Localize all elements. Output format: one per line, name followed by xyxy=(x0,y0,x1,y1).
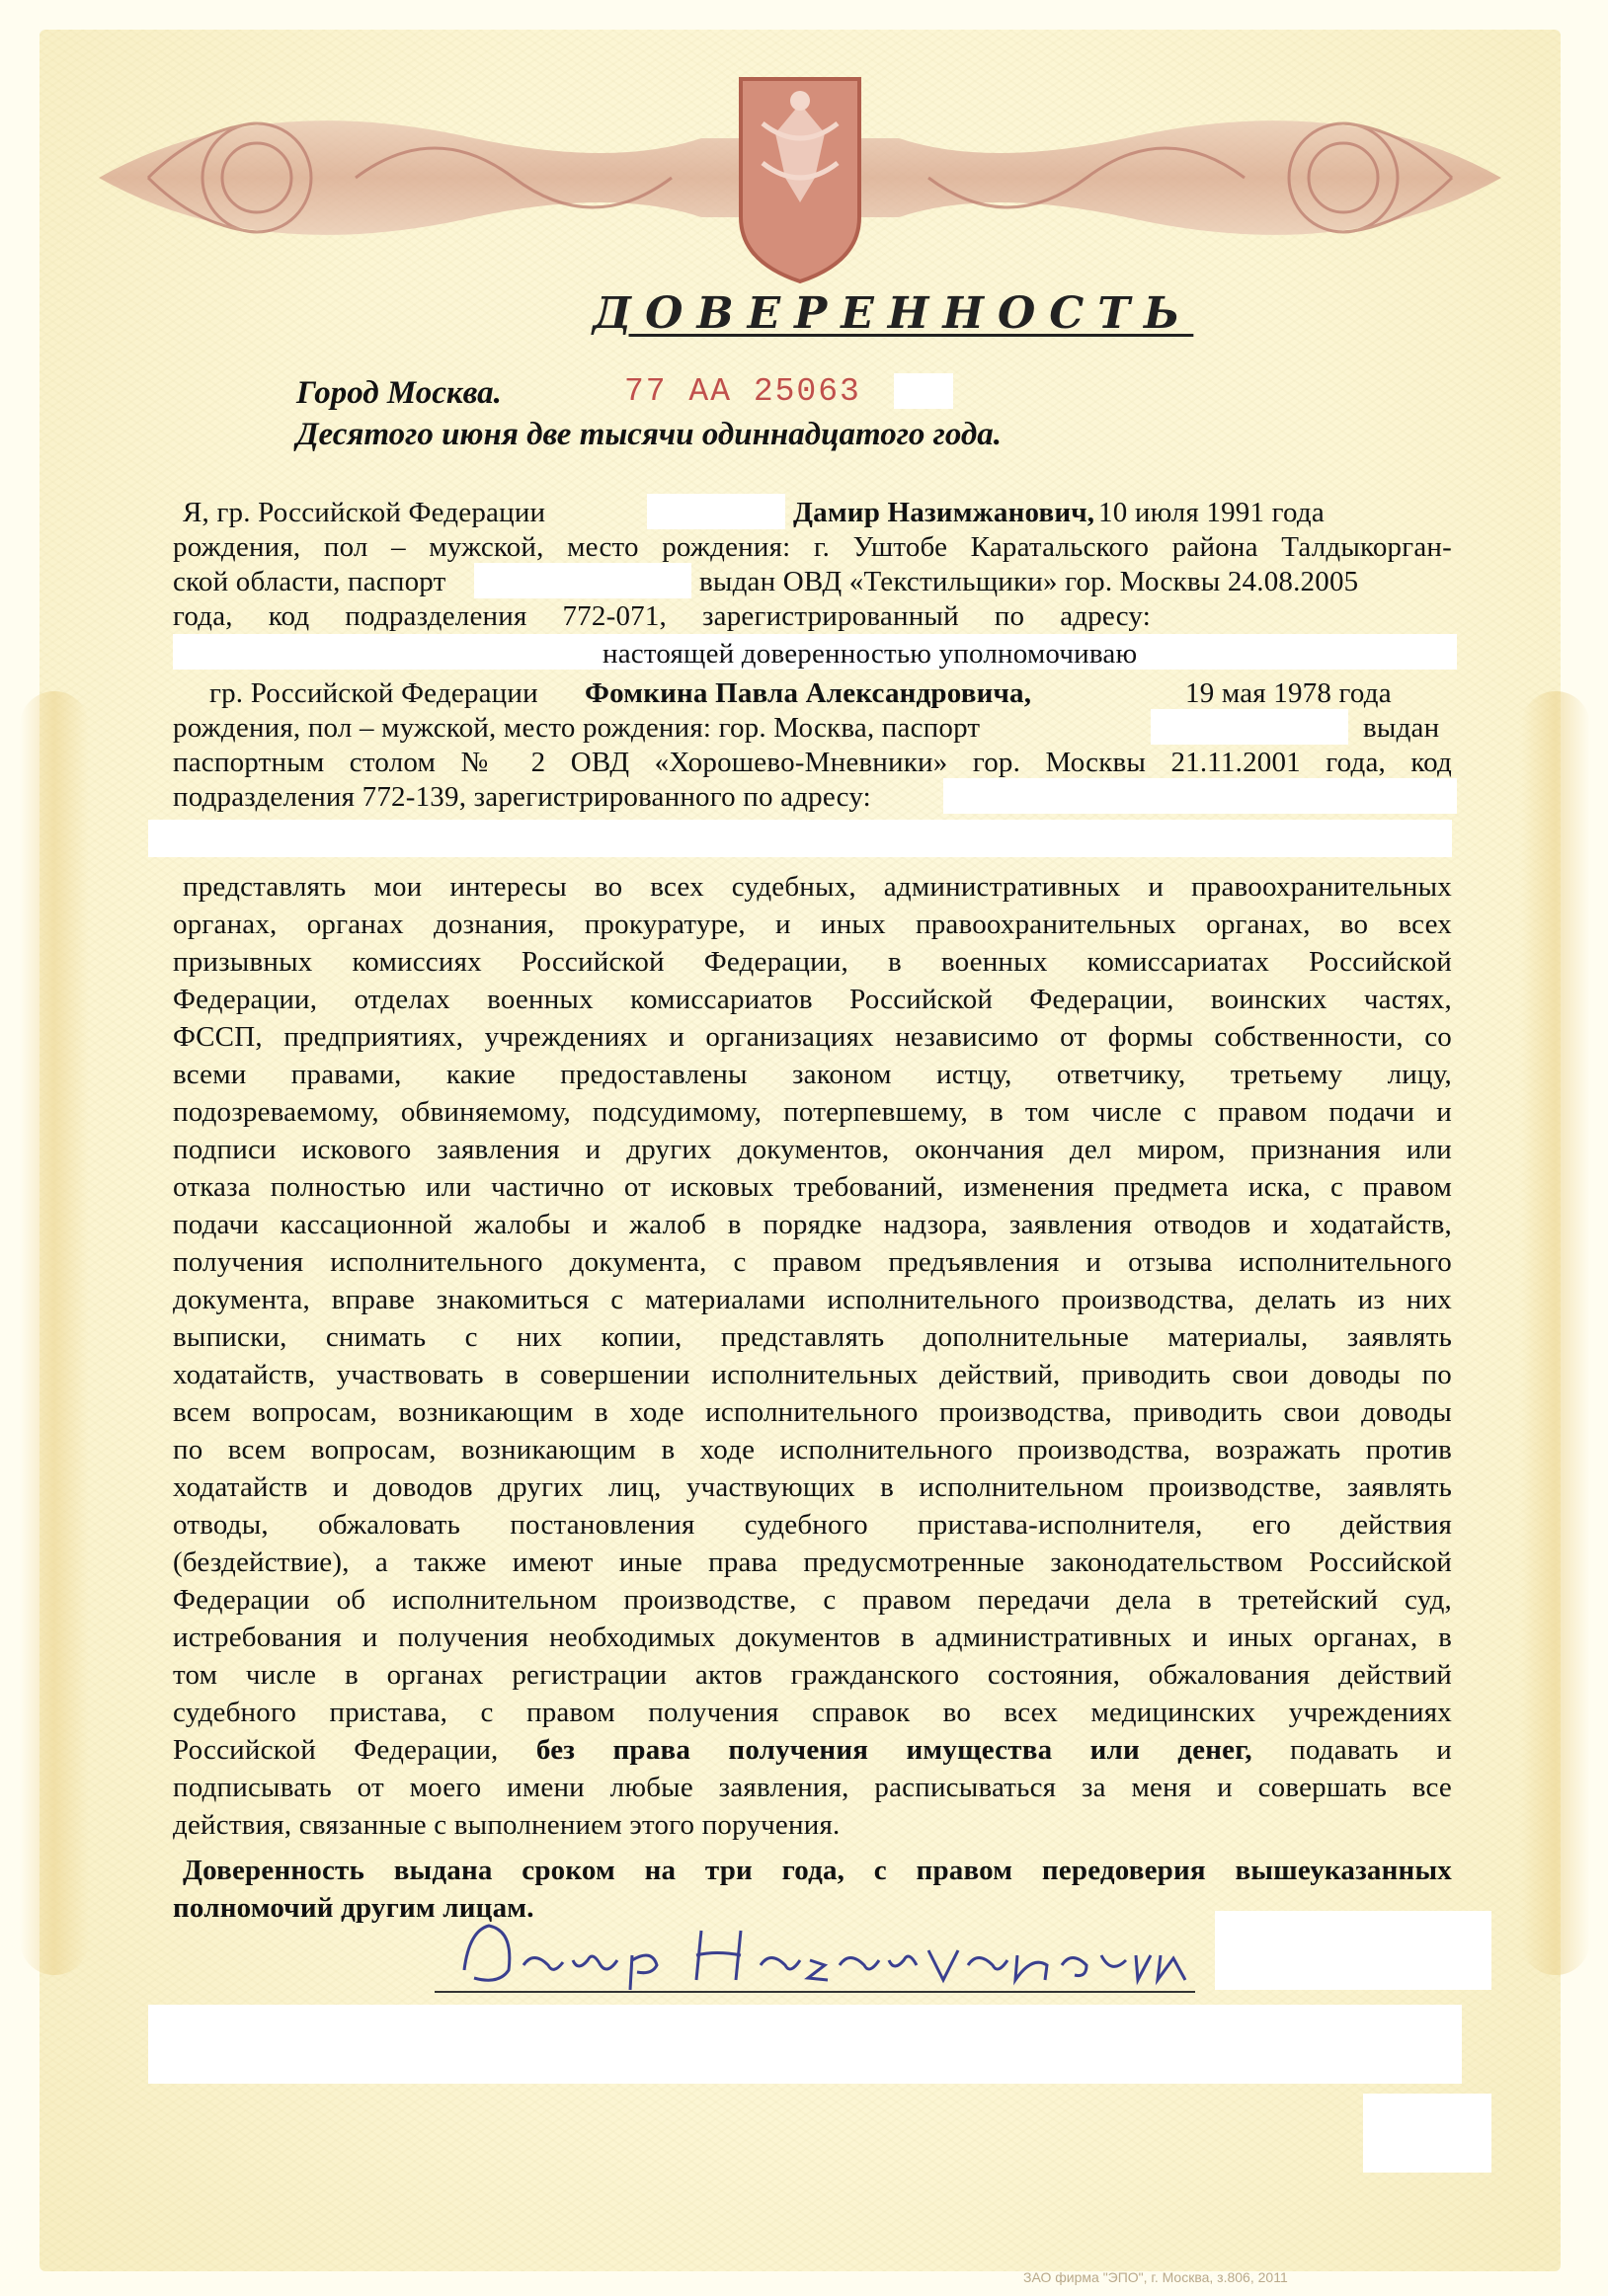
redaction xyxy=(474,563,691,598)
powers-line: Федерации, отделах военных комиссариатов Российской Федерации, воинских частях, xyxy=(173,984,1452,1015)
redaction xyxy=(1215,1911,1491,1990)
redaction xyxy=(647,494,785,529)
powers-line: представлять мои интересы во всех судебных, административных и правоохранительных xyxy=(183,871,1452,903)
coat-of-arms-icon xyxy=(741,79,859,281)
signature-line xyxy=(435,1991,1195,1993)
powers-line: всем вопросам, возникающим в ходе исполнительного производства, приводить свои доводы xyxy=(173,1396,1452,1428)
redaction xyxy=(943,778,1457,814)
scroll-edge-right xyxy=(1521,691,1590,1975)
issue-date: Десятого июня две тысячи одиннадцатого года. xyxy=(296,417,1003,452)
agent-line: паспортным столом № 2 ОВД «Хорошево-Мневники» гор. Москвы 21.11.2001 года, код xyxy=(173,747,1452,778)
principal-line: года, код подразделения 772-071, зарегистрированный по адресу: xyxy=(173,600,1151,632)
powers-line: получения исполнительного документа, с правом предъявления и отзыва исполнительного xyxy=(173,1246,1452,1278)
document-title: ДОВЕРЕННОСТЬ xyxy=(593,288,1194,339)
principal-line: рождения, пол – мужской, место рождения: г. Уштобе Каратальского района Талдыкорган- xyxy=(173,531,1452,563)
term-line: Доверенность выдана сроком на три года, с правом передоверия вышеуказанных xyxy=(183,1855,1452,1886)
powers-line: истребования и получения необходимых документов в административных и иных органах, в xyxy=(173,1622,1452,1653)
powers-line: призывных комиссиях Российской Федерации, в военных комиссариатах Российской xyxy=(173,946,1452,978)
powers-line: подписи искового заявления и других документов, окончания дел миром, признания или xyxy=(173,1134,1452,1165)
redaction xyxy=(1151,709,1348,745)
powers-line: документа, вправе знакомиться с материалами исполнительного производства, делать из них xyxy=(173,1284,1452,1315)
powers-line: (бездействие), а также имеют иные права предусмотренные законодательством Российской xyxy=(173,1546,1452,1578)
scroll-edge-left xyxy=(20,691,89,1975)
city: Город Москва. xyxy=(296,375,502,411)
agent-line: рождения, пол – мужской, место рождения: гор. Москва, паспорт xyxy=(173,712,981,744)
principal-intro: Я, гр. Российской Федерации xyxy=(183,497,546,528)
powers-line: Федерации об исполнительном производстве, с правом передачи дела в третейский суд, xyxy=(173,1584,1452,1616)
authorization-phrase: настоящей доверенностью уполномочиваю xyxy=(603,638,1138,670)
powers-line: подписывать от моего имени любые заявления, расписываться за меня и совершать все xyxy=(173,1772,1452,1803)
powers-line: всеми правами, какие предоставлены законом истцу, ответчику, третьему лицу, xyxy=(173,1059,1452,1090)
agent-line: гр. Российской Федерации xyxy=(209,677,538,709)
powers-line: судебного пристава, с правом получения справок во всех медицинских учреждениях xyxy=(173,1697,1452,1728)
redaction xyxy=(148,820,1452,857)
powers-line: органах, органах дознания, прокуратуре, и иных правоохранительных органах, во всех xyxy=(173,909,1452,940)
principal-name: Дамир Назимжанович, xyxy=(793,497,1095,528)
powers-line: действия, связанные с выполнением этого поручения. xyxy=(173,1809,841,1841)
powers-line: ходатайств и доводов других лиц, участвующих в исполнительном производстве, заявлять xyxy=(173,1471,1452,1503)
redaction xyxy=(1363,2094,1491,2173)
powers-line: подозреваемому, обвиняемому, подсудимому, потерпевшему, в том числе с правом подачи и xyxy=(173,1096,1452,1128)
agent-birth: 19 мая 1978 года xyxy=(1185,677,1392,709)
principal-birth: 10 июля 1991 года xyxy=(1098,497,1325,528)
powers-line: ФССП, предприятиях, учреждениях и организациях независимо от формы собственности, со xyxy=(173,1021,1452,1053)
agent-line: выдан xyxy=(1363,712,1440,744)
powers-line: ходатайств, участвовать в совершении исполнительных действий, приводить свои доводы по xyxy=(173,1359,1452,1390)
handwritten-signature xyxy=(454,1911,1205,2000)
redaction xyxy=(894,373,953,409)
powers-line-restriction: Российской Федерации, без права получения имущества или денег, подавать и xyxy=(173,1734,1453,1766)
powers-line: по всем вопросам, возникающим в ходе исполнительного производства, возражать против xyxy=(173,1434,1452,1465)
powers-line: выписки, снимать с них копии, представлять дополнительные материалы, заявлять xyxy=(173,1321,1452,1353)
registration-number: 77 АА 25063 xyxy=(624,373,861,410)
powers-line: том числе в органах регистрации актов гражданского состояния, обжалования действий xyxy=(173,1659,1452,1691)
powers-line: отводы, обжаловать постановления судебного пристава-исполнителя, его действия xyxy=(173,1509,1452,1541)
agent-line: подразделения 772-139, зарегистрированного по адресу: xyxy=(173,781,871,813)
powers-line: подачи кассационной жалобы и жалоб в порядке надзора, заявления отводов и ходатайств, xyxy=(173,1209,1452,1240)
principal-line: ской области, паспорт xyxy=(173,566,446,597)
term-line: полномочий другим лицам. xyxy=(173,1892,534,1924)
redaction xyxy=(148,2005,1462,2084)
agent-name: Фомкина Павла Александровича, xyxy=(585,677,1032,709)
principal-line: выдан ОВД «Текстильщики» гор. Москвы 24.08.2005 xyxy=(699,566,1359,597)
printer-imprint: ЗАО фирма "ЭПО", г. Москва, з.806, 2011 xyxy=(1023,2269,1288,2285)
powers-line: отказа полностью или частично от исковых требований, изменения предмета иска, с правом xyxy=(173,1171,1452,1203)
header-ornament xyxy=(59,30,1541,326)
